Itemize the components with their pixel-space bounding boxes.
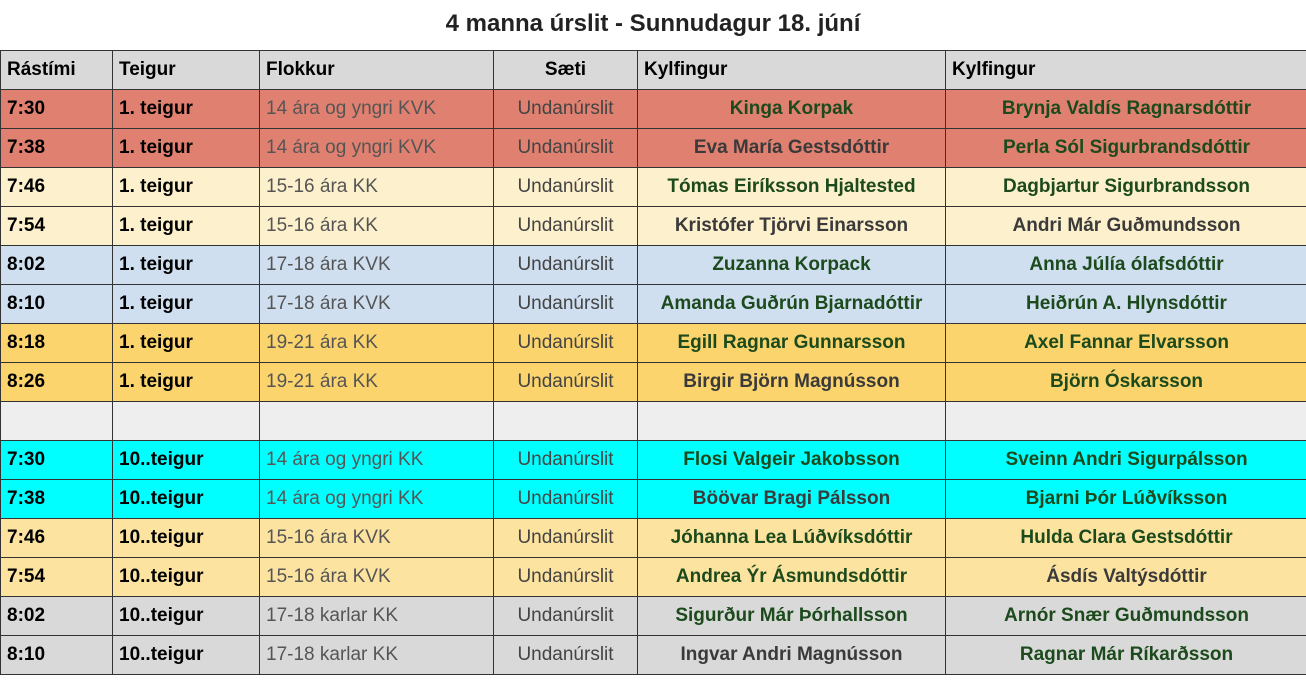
cell-flokkur: 14 ára og yngri KVK xyxy=(260,90,494,129)
cell-kylfingur-2: Axel Fannar Elvarsson xyxy=(946,324,1306,363)
schedule-table xyxy=(0,50,1306,675)
cell-kylfingur-1: Egill Ragnar Gunnarsson xyxy=(638,324,946,363)
cell-kylfingur-1: Eva María Gestsdóttir xyxy=(638,129,946,168)
cell-time: 8:02 xyxy=(1,246,113,285)
empty-cell xyxy=(494,402,638,441)
cell-saeti: Undanúrslit xyxy=(494,207,638,246)
cell-kylfingur-2: Anna Júlía ólafsdóttir xyxy=(946,246,1306,285)
cell-saeti: Undanúrslit xyxy=(494,168,638,207)
cell-time: 7:38 xyxy=(1,480,113,519)
cell-time: 8:26 xyxy=(1,363,113,402)
cell-tee: 10..teigur xyxy=(113,519,260,558)
header-flokkur: Flokkur xyxy=(260,51,494,90)
cell-saeti: Undanúrslit xyxy=(494,636,638,675)
cell-flokkur: 17-18 karlar KK xyxy=(260,597,494,636)
cell-kylfingur-2: Perla Sól Sigurbrandsdóttir xyxy=(946,129,1306,168)
cell-flokkur: 19-21 ára KK xyxy=(260,324,494,363)
cell-flokkur: 14 ára og yngri KVK xyxy=(260,129,494,168)
cell-saeti: Undanúrslit xyxy=(494,363,638,402)
cell-kylfingur-2: Arnór Snær Guðmundsson xyxy=(946,597,1306,636)
table-row xyxy=(1,558,1306,597)
cell-kylfingur-2: Dagbjartur Sigurbrandsson xyxy=(946,168,1306,207)
cell-saeti: Undanúrslit xyxy=(494,246,638,285)
cell-saeti: Undanúrslit xyxy=(494,90,638,129)
cell-saeti: Undanúrslit xyxy=(494,324,638,363)
cell-flokkur: 15-16 ára KK xyxy=(260,207,494,246)
cell-saeti: Undanúrslit xyxy=(494,129,638,168)
cell-kylfingur-1: Tómas Eiríksson Hjaltested xyxy=(638,168,946,207)
cell-flokkur: 15-16 ára KVK xyxy=(260,519,494,558)
cell-kylfingur-2: Björn Óskarsson xyxy=(946,363,1306,402)
header-tee: Teigur xyxy=(113,51,260,90)
empty-cell xyxy=(946,402,1306,441)
cell-tee: 10..teigur xyxy=(113,441,260,480)
empty-cell xyxy=(260,402,494,441)
table-row xyxy=(1,519,1306,558)
cell-time: 7:46 xyxy=(1,168,113,207)
table-row xyxy=(1,597,1306,636)
cell-kylfingur-1: Zuzanna Korpack xyxy=(638,246,946,285)
cell-tee: 10..teigur xyxy=(113,558,260,597)
cell-kylfingur-1: Birgir Björn Magnússon xyxy=(638,363,946,402)
cell-tee: 1. teigur xyxy=(113,168,260,207)
cell-kylfingur-2: Ragnar Már Ríkarðsson xyxy=(946,636,1306,675)
cell-tee: 1. teigur xyxy=(113,246,260,285)
cell-time: 7:54 xyxy=(1,558,113,597)
cell-time: 7:54 xyxy=(1,207,113,246)
table-row xyxy=(1,324,1306,363)
table-row xyxy=(1,246,1306,285)
cell-kylfingur-1: Ingvar Andri Magnússon xyxy=(638,636,946,675)
header-kylfingur-1: Kylfingur xyxy=(638,51,946,90)
cell-kylfingur-1: Böövar Bragi Pálsson xyxy=(638,480,946,519)
cell-time: 8:18 xyxy=(1,324,113,363)
cell-tee: 10..teigur xyxy=(113,480,260,519)
cell-kylfingur-1: Kinga Korpak xyxy=(638,90,946,129)
cell-saeti: Undanúrslit xyxy=(494,285,638,324)
cell-time: 7:38 xyxy=(1,129,113,168)
cell-kylfingur-2: Hulda Clara Gestsdóttir xyxy=(946,519,1306,558)
cell-saeti: Undanúrslit xyxy=(494,558,638,597)
spacer-row xyxy=(1,402,1306,441)
empty-cell xyxy=(638,402,946,441)
table-row xyxy=(1,168,1306,207)
table-row xyxy=(1,207,1306,246)
cell-kylfingur-2: Sveinn Andri Sigurpálsson xyxy=(946,441,1306,480)
cell-tee: 1. teigur xyxy=(113,363,260,402)
cell-kylfingur-2: Andri Már Guðmundsson xyxy=(946,207,1306,246)
cell-time: 8:10 xyxy=(1,285,113,324)
cell-kylfingur-2: Bjarni Þór Lúðvíksson xyxy=(946,480,1306,519)
cell-tee: 1. teigur xyxy=(113,285,260,324)
cell-tee: 1. teigur xyxy=(113,207,260,246)
cell-time: 8:02 xyxy=(1,597,113,636)
cell-kylfingur-1: Flosi Valgeir Jakobsson xyxy=(638,441,946,480)
cell-saeti: Undanúrslit xyxy=(494,480,638,519)
cell-time: 7:46 xyxy=(1,519,113,558)
cell-kylfingur-1: Sigurður Már Þórhallsson xyxy=(638,597,946,636)
table-row xyxy=(1,363,1306,402)
table-row xyxy=(1,636,1306,675)
cell-saeti: Undanúrslit xyxy=(494,519,638,558)
header-time: Rástími xyxy=(1,51,113,90)
table-row xyxy=(1,129,1306,168)
cell-tee: 1. teigur xyxy=(113,324,260,363)
cell-kylfingur-1: Amanda Guðrún Bjarnadóttir xyxy=(638,285,946,324)
cell-saeti: Undanúrslit xyxy=(494,441,638,480)
cell-tee: 10..teigur xyxy=(113,597,260,636)
cell-flokkur: 15-16 ára KVK xyxy=(260,558,494,597)
header-kylfingur-2: Kylfingur xyxy=(946,51,1306,90)
table-row xyxy=(1,285,1306,324)
cell-flokkur: 14 ára og yngri KK xyxy=(260,480,494,519)
cell-flokkur: 15-16 ára KK xyxy=(260,168,494,207)
empty-cell xyxy=(113,402,260,441)
table-row xyxy=(1,441,1306,480)
page-title: 4 manna úrslit - Sunnudagur 18. júní xyxy=(445,10,861,37)
cell-flokkur: 19-21 ára KK xyxy=(260,363,494,402)
cell-time: 8:10 xyxy=(1,636,113,675)
cell-time: 7:30 xyxy=(1,90,113,129)
cell-kylfingur-1: Andrea Ýr Ásmundsdóttir xyxy=(638,558,946,597)
cell-flokkur: 17-18 karlar KK xyxy=(260,636,494,675)
cell-kylfingur-2: Brynja Valdís Ragnarsdóttir xyxy=(946,90,1306,129)
cell-tee: 10..teigur xyxy=(113,636,260,675)
cell-kylfingur-2: Heiðrún A. Hlynsdóttir xyxy=(946,285,1306,324)
empty-cell xyxy=(1,402,113,441)
cell-kylfingur-1: Jóhanna Lea Lúðvíksdóttir xyxy=(638,519,946,558)
cell-kylfingur-1: Kristófer Tjörvi Einarsson xyxy=(638,207,946,246)
cell-saeti: Undanúrslit xyxy=(494,597,638,636)
header-row xyxy=(1,51,1306,90)
cell-tee: 1. teigur xyxy=(113,129,260,168)
cell-flokkur: 17-18 ára KVK xyxy=(260,285,494,324)
cell-kylfingur-2: Ásdís Valtýsdóttir xyxy=(946,558,1306,597)
cell-time: 7:30 xyxy=(1,441,113,480)
cell-flokkur: 17-18 ára KVK xyxy=(260,246,494,285)
header-saeti: Sæti xyxy=(494,51,638,90)
cell-flokkur: 14 ára og yngri KK xyxy=(260,441,494,480)
table-row xyxy=(1,90,1306,129)
table-row xyxy=(1,480,1306,519)
cell-tee: 1. teigur xyxy=(113,90,260,129)
